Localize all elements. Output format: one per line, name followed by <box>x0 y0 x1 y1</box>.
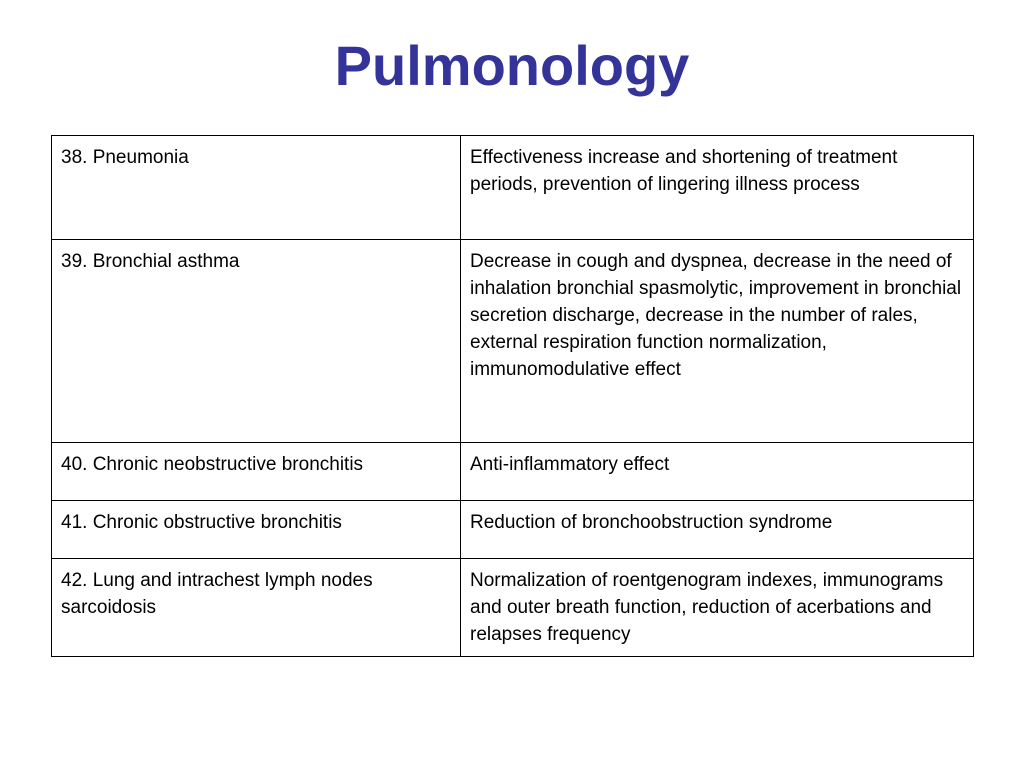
disease-cell: 38. Pneumonia <box>52 136 461 240</box>
page-title: Pulmonology <box>334 34 690 97</box>
indications-table <box>51 135 974 657</box>
effect-cell: Anti-inflammatory effect <box>461 443 974 501</box>
disease-cell: 40. Chronic neobstructive bronchitis <box>52 443 461 501</box>
disease-cell: 41. Chronic obstructive bronchitis <box>52 501 461 559</box>
table-row <box>52 240 974 443</box>
disease-cell: 39. Bronchial asthma <box>52 240 461 443</box>
effect-cell: Decrease in cough and dyspnea, decrease in the need of inhalation bronchial spasmolytic, improvement in bronchial secretion discharge, decrease in the number of rales, external respiration function normalization, immunomodulative effect <box>461 240 974 443</box>
table-row <box>52 501 974 559</box>
effect-cell: Normalization of roentgenogram indexes, immunograms and outer breath function, reduction of acerbations and relapses frequency <box>461 559 974 657</box>
table-row <box>52 443 974 501</box>
effect-cell: Reduction of bronchoobstruction syndrome <box>461 501 974 559</box>
indications-table-container <box>51 135 973 657</box>
effect-cell: Effectiveness increase and shortening of treatment periods, prevention of lingering illness process <box>461 136 974 240</box>
table-row <box>52 136 974 240</box>
table-row <box>52 559 974 657</box>
disease-cell: 42. Lung and intrachest lymph nodes sarcoidosis <box>52 559 461 657</box>
